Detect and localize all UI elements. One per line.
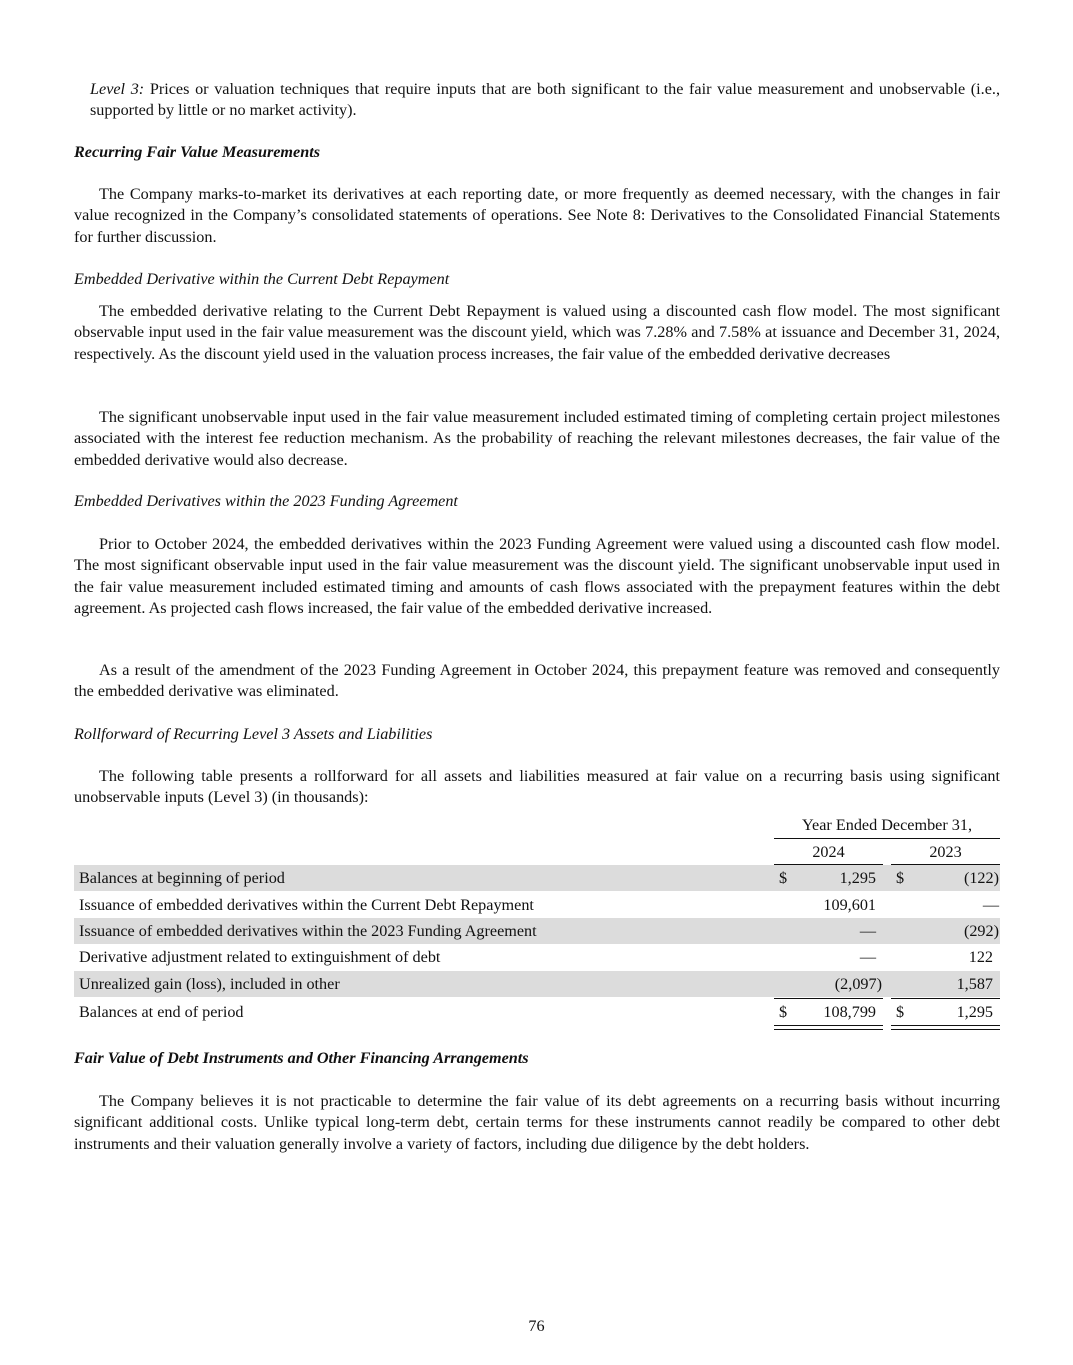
row-label: Balances at end of period xyxy=(79,1003,244,1021)
level3-label: Level 3: xyxy=(90,80,145,98)
current-debt-paragraph-1: The embedded derivative relating to the Current Debt Repayment is valued using a discounted cash flow model. The most significant observable input used in the fair value measurement was the discount yield, which was 7.28% and 7.58% at issuance and December 31, 2024, respectively. As the discount yield used in the valuation process increases, the fair value of the embedded derivative decreases xyxy=(74,302,1000,363)
row-currency-2023: $ xyxy=(896,1003,905,1021)
fair-value-debt-heading: Fair Value of Debt Instruments and Other Financing Arrangements xyxy=(74,1049,529,1067)
rollforward-paragraph: The following table presents a rollforward for all assets and liabilities measured at fair value on a recurring basis using significant unobservable inputs (Level 3) (in thousands): xyxy=(74,767,1000,807)
row-label: Issuance of embedded derivatives within the Current Debt Repayment xyxy=(79,896,534,914)
table-row xyxy=(74,865,1000,891)
table-header-year: Year Ended December 31, xyxy=(774,815,1000,839)
row-value-2023: 122 xyxy=(968,948,993,966)
row-label: Balances at beginning of period xyxy=(79,869,285,887)
table-row xyxy=(74,918,1000,944)
row-currency-2024: $ xyxy=(779,1003,788,1021)
funding-2023-paragraph-1: Prior to October 2024, the embedded derivatives within the 2023 Funding Agreement were valued using a discounted cash flow model. The most significant observable input used in the fair value measurement was the discount yield. The significant unobservable input used in the fair value measurement included estimated timing and amounts of cash flows associated with the prepayment features within the debt agreement. As projected cash flows increased, the fair value of the embedded derivative increased. xyxy=(74,535,1000,617)
row-label: Unrealized gain (loss), included in other xyxy=(79,975,340,993)
row-value-2024: 1,295 xyxy=(839,869,876,887)
row-currency-2024: $ xyxy=(779,869,788,887)
row-value-2024: (2,097) xyxy=(834,975,882,993)
level3-text: Prices or valuation techniques that require inputs that are both significant to the fair value measurement and unobservable (i.e., supported by little or no market activity). xyxy=(90,80,1001,120)
rollforward-heading: Rollforward of Recurring Level 3 Assets and Liabilities xyxy=(74,725,433,743)
table-row xyxy=(74,892,1000,918)
row-value-2023: 1,587 xyxy=(956,975,993,993)
total-double-rule-2023 xyxy=(891,1025,1000,1030)
current-debt-paragraph-2: The significant unobservable input used in the fair value measurement included estimated timing of completing certain project milestones associated with the interest fee reduction mechanism. As the probability of reaching the relevant milestones decreases, the fair value of the embedded derivative would also decrease. xyxy=(74,408,1000,469)
row-value-2024: 109,601 xyxy=(823,896,876,914)
row-value-2023: (122) xyxy=(963,869,999,887)
page-number: 76 xyxy=(528,1317,545,1335)
recurring-paragraph: The Company marks-to-market its derivatives at each reporting date, or more frequently as deemed necessary, with the changes in fair value recognized in the Company’s consolidated statements of operations. See Note 8: Derivatives to the Consolidated Financial Statements for further discussion. xyxy=(74,185,1000,246)
table-row xyxy=(74,944,1000,970)
table-header-2024: 2024 xyxy=(774,842,883,865)
row-value-2024: — xyxy=(859,922,876,940)
current-debt-heading: Embedded Derivative within the Current Debt Repayment xyxy=(74,270,450,288)
table-header-2023: 2023 xyxy=(891,842,1000,865)
fair-value-debt-paragraph: The Company believes it is not practicable to determine the fair value of its debt agreements on a recurring basis without incurring significant additional costs. Unlike typical long-term debt, certain terms for these instruments cannot readily be compared to other debt instruments and their valuation generally involve a variety of factors, including due diligence by the debt holders. xyxy=(74,1092,1000,1153)
recurring-heading: Recurring Fair Value Measurements xyxy=(74,143,321,161)
row-currency-2023: $ xyxy=(896,869,905,887)
row-value-2024: — xyxy=(859,948,876,966)
row-label: Derivative adjustment related to extinguishment of debt xyxy=(79,948,441,966)
row-value-2024: 108,799 xyxy=(823,1003,876,1021)
row-value-2023: — xyxy=(982,896,999,914)
funding-2023-heading: Embedded Derivatives within the 2023 Funding Agreement xyxy=(74,492,458,510)
table-row xyxy=(74,971,1000,997)
row-value-2023: (292) xyxy=(963,922,999,940)
level3-definition xyxy=(90,79,1000,122)
row-value-2023: 1,295 xyxy=(956,1003,993,1021)
row-label: Issuance of embedded derivatives within the 2023 Funding Agreement xyxy=(79,922,537,940)
total-double-rule-2024 xyxy=(774,1025,883,1030)
table-row xyxy=(74,999,1000,1025)
funding-2023-paragraph-2: As a result of the amendment of the 2023 Funding Agreement in October 2024, this prepayment feature was removed and consequently the embedded derivative was eliminated. xyxy=(74,661,1000,701)
